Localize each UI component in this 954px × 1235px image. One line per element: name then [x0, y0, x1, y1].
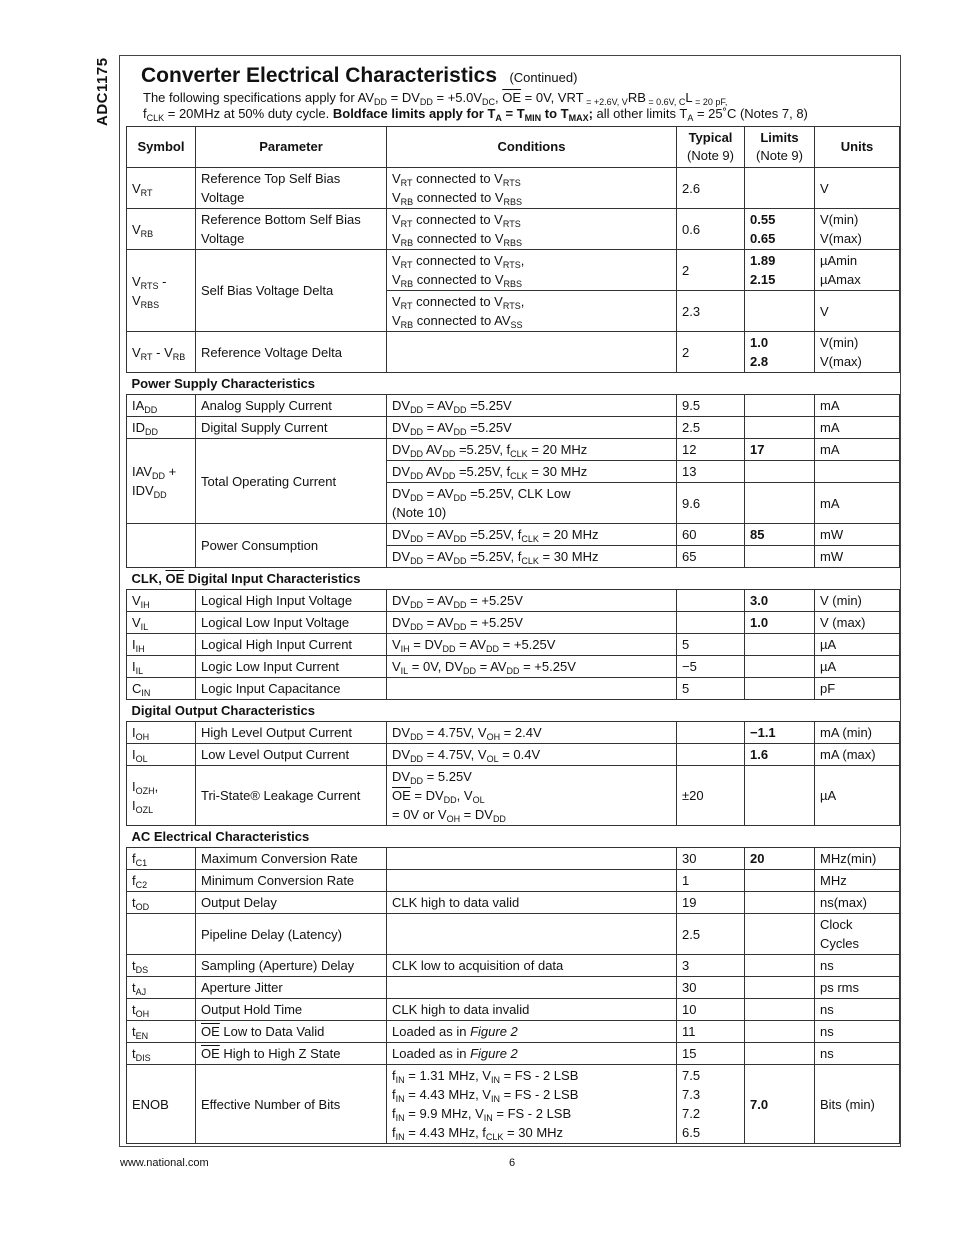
limits-cell [745, 766, 815, 826]
parameter-cell: Reference Voltage Delta [196, 332, 387, 373]
units-cell: mW [815, 524, 900, 546]
table-row [127, 766, 900, 826]
symbol-cell: $V_{RT}$ [127, 168, 196, 209]
typical-cell: 2 [677, 250, 745, 291]
units-cell: mA [815, 395, 900, 417]
typical-cell: 9.5 [677, 395, 745, 417]
typical-cell: 2.3 [677, 291, 745, 332]
typical-cell: 19 [677, 892, 745, 914]
units-cell: ns(max) [815, 892, 900, 914]
units-cell: mW [815, 546, 900, 568]
parameter-cell: Analog Supply Current [196, 395, 387, 417]
page-title: Converter Electrical Characteristics [141, 64, 498, 87]
limits-cell [745, 977, 815, 999]
symbol-cell: $I_{OZH}$, $I_{OZL}$ [127, 766, 196, 826]
part-number-side-label: ADC1175 [94, 57, 111, 126]
units-cell [815, 461, 900, 483]
typical-cell [677, 612, 745, 634]
limits-cell [745, 483, 815, 524]
title-note: (Continued) [509, 70, 578, 85]
table-row [127, 722, 900, 744]
typical-cell: 1 [677, 870, 745, 892]
typical-cell: 15 [677, 1043, 745, 1065]
units-cell: µA [815, 634, 900, 656]
units-cell: mA [815, 439, 900, 461]
limits-cell [745, 1021, 815, 1043]
symbol-cell: $f_{C2}$ [127, 870, 196, 892]
symbol-cell: $t_{EN}$ [127, 1021, 196, 1043]
units-cell: ns [815, 999, 900, 1021]
typical-cell: 2.5 [677, 914, 745, 955]
units-cell: µAmin µAmax [815, 250, 900, 291]
limits-cell: 1.0 [745, 612, 815, 634]
parameter-cell: High Level Output Current [196, 722, 387, 744]
parameter-cell: Logical Low Input Voltage [196, 612, 387, 634]
header-symbol: Symbol [127, 127, 196, 168]
table-header-row [127, 127, 900, 168]
table-row [127, 1021, 900, 1043]
symbol-cell: $I_{IL}$ [127, 656, 196, 678]
symbol-cell: $t_{DIS}$ [127, 1043, 196, 1065]
typical-cell: 2.5 [677, 417, 745, 439]
typical-cell: 7.5 7.3 7.2 6.5 [677, 1065, 745, 1144]
footer-website: www.national.com [120, 1157, 209, 1169]
table-row [127, 999, 900, 1021]
conditions-cell [387, 332, 677, 373]
conditions-cell [387, 678, 677, 700]
symbol-cell: $ID_{DD}$ [127, 417, 196, 439]
parameter-cell: Low Level Output Current [196, 744, 387, 766]
parameter-cell: Reference Top Self Bias Voltage [196, 168, 387, 209]
symbol-cell: $t_{OH}$ [127, 999, 196, 1021]
table-row [127, 1065, 900, 1144]
typical-cell: 5 [677, 678, 745, 700]
parameter-cell: $\overline{OE}$ Low to Data Valid [196, 1021, 387, 1043]
typical-cell: 30 [677, 977, 745, 999]
conditions-cell: CLK low to acquisition of data [387, 955, 677, 977]
header-limits: Limits (Note 9) [745, 127, 815, 168]
conditions-cell [387, 977, 677, 999]
units-cell: ns [815, 955, 900, 977]
conditions-cell: $V_{RT}$ connected to $V_{RTS}$ $V_{RB}$ connected to $V_{RBS}$ [387, 209, 677, 250]
conditions-cell: $DV_{DD} = 4.75V$, $V_{OH} = 2.4V$ [387, 722, 677, 744]
limits-cell: 1.89 2.15 [745, 250, 815, 291]
symbol-cell: $IA_{DD}$ [127, 395, 196, 417]
symbol-cell: $C_{IN}$ [127, 678, 196, 700]
symbol-cell: $V_{RTS}$ - $V_{RBS}$ [127, 250, 196, 332]
limits-cell [745, 291, 815, 332]
limits-cell: 0.55 0.65 [745, 209, 815, 250]
units-cell: mA [815, 483, 900, 524]
conditions-cell: CLK high to data valid [387, 892, 677, 914]
parameter-cell: Output Delay [196, 892, 387, 914]
limits-cell [745, 955, 815, 977]
table-row [127, 848, 900, 870]
typical-cell [677, 744, 745, 766]
symbol-cell [127, 524, 196, 568]
spec-conditions-intro [143, 90, 883, 122]
typical-cell: 2 [677, 332, 745, 373]
typical-cell: 13 [677, 461, 745, 483]
parameter-cell: Pipeline Delay (Latency) [196, 914, 387, 955]
limits-cell: 17 [745, 439, 815, 461]
symbol-cell [127, 914, 196, 955]
limits-cell [745, 999, 815, 1021]
table-row [127, 656, 900, 678]
symbol-cell: $V_{RB}$ [127, 209, 196, 250]
units-cell: Bits (min) [815, 1065, 900, 1144]
conditions-cell: $f_{IN} = 1.31$ MHz, $V_{IN}$ = FS - 2 LSB $f_{IN} = 4.43$ MHz, $V_{IN}$ = FS - 2 LSB $f_{IN} = 9.9$ MHz, $V_{IN}$ = FS - 2 LSB $f_{IN} = 4.43$ MHz, $f_{CLK} = 30$ MHz [387, 1065, 677, 1144]
conditions-cell [387, 914, 677, 955]
conditions-cell: $V_{IL} = 0V$, $DV_{DD} = AV_{DD} = +5.25V$ [387, 656, 677, 678]
typical-cell: −5 [677, 656, 745, 678]
table-row [127, 209, 900, 250]
limits-cell [745, 870, 815, 892]
conditions-cell: CLK high to data invalid [387, 999, 677, 1021]
units-cell: µA [815, 766, 900, 826]
title-row [141, 64, 577, 88]
conditions-cell: $V_{RT}$ connected to $V_{RTS}$, $V_{RB}$ connected to $AV_{SS}$ [387, 291, 677, 332]
section-heading-ac: AC Electrical Characteristics [127, 826, 900, 848]
symbol-cell: $V_{IH}$ [127, 590, 196, 612]
typical-cell: ±20 [677, 766, 745, 826]
intro-line-1: The following specifications apply for $AV_{DD} = DV_{DD} = +5.0V_{DC}$, $\overline{OE} = 0V$, VRT $_{= +2.6V, V}$RB $_{= 0.6V, C}$L $_{= 20 pF,}$ [143, 90, 728, 107]
parameter-cell: Total Operating Current [196, 439, 387, 524]
symbol-cell: $I_{IH}$ [127, 634, 196, 656]
conditions-cell: $V_{RT}$ connected to $V_{RTS}$ $V_{RB}$ connected to $V_{RBS}$ [387, 168, 677, 209]
typical-cell [677, 722, 745, 744]
units-cell: MHz [815, 870, 900, 892]
units-cell: Clock Cycles [815, 914, 900, 955]
parameter-cell: Maximum Conversion Rate [196, 848, 387, 870]
limits-cell: −1.1 [745, 722, 815, 744]
limits-cell [745, 461, 815, 483]
typical-cell: 10 [677, 999, 745, 1021]
units-cell: mA [815, 417, 900, 439]
table-row [127, 1043, 900, 1065]
parameter-cell: Effective Number of Bits [196, 1065, 387, 1144]
symbol-cell: $t_{OD}$ [127, 892, 196, 914]
limits-cell [745, 914, 815, 955]
typical-cell: 2.6 [677, 168, 745, 209]
table-row [127, 892, 900, 914]
footer-page-number: 6 [509, 1157, 516, 1169]
conditions-cell: $DV_{DD} = AV_{DD} = +5.25V$ [387, 612, 677, 634]
typical-cell [677, 590, 745, 612]
parameter-cell: Logic Input Capacitance [196, 678, 387, 700]
parameter-cell: Reference Bottom Self Bias Voltage [196, 209, 387, 250]
typical-cell: 11 [677, 1021, 745, 1043]
parameter-cell: Logic Low Input Current [196, 656, 387, 678]
header-parameter: Parameter [196, 127, 387, 168]
table-row [127, 395, 900, 417]
table-row [127, 332, 900, 373]
conditions-cell: $DV_{DD} = AV_{DD} = +5.25V$ [387, 590, 677, 612]
conditions-cell [387, 870, 677, 892]
conditions-cell: $DV_{DD} = 5.25V$ $\overline{OE} = DV_{DD}$, $V_{OL}$ = 0V or $V_{OH} = DV_{DD}$ [387, 766, 677, 826]
limits-cell [745, 395, 815, 417]
conditions-cell: Loaded as in Figure 2 [387, 1043, 677, 1065]
conditions-cell: $DV_{DD}$ $AV_{DD} =5.25V$, $f_{CLK} = 20$ MHz [387, 439, 677, 461]
typical-cell: 9.6 [677, 483, 745, 524]
units-cell: V(min) V(max) [815, 209, 900, 250]
limits-cell [745, 634, 815, 656]
limits-cell [745, 1043, 815, 1065]
typical-cell: 3 [677, 955, 745, 977]
limits-cell: 1.0 2.8 [745, 332, 815, 373]
limits-cell [745, 656, 815, 678]
limits-cell: 20 [745, 848, 815, 870]
typical-cell: 5 [677, 634, 745, 656]
parameter-cell: Logical High Input Voltage [196, 590, 387, 612]
table-row [127, 955, 900, 977]
typical-cell: 12 [677, 439, 745, 461]
table-row [127, 870, 900, 892]
parameter-cell: Digital Supply Current [196, 417, 387, 439]
conditions-cell: $DV_{DD} = AV_{DD} =5.25V$ [387, 417, 677, 439]
parameter-cell: Power Consumption [196, 524, 387, 568]
parameter-cell: Output Hold Time [196, 999, 387, 1021]
intro-line-2: $f_{CLK} = 20MHz$ at 50% duty cycle. Boldface limits apply for $T_A = T_{MIN}$ to $T_{MAX}$; all other limits $T_A$ = 25˚C (Notes 7, 8) [143, 106, 808, 123]
header-conditions: Conditions [387, 127, 677, 168]
header-typical: Typical (Note 9) [677, 127, 745, 168]
table-row [127, 977, 900, 999]
parameter-cell: Self Bias Voltage Delta [196, 250, 387, 332]
section-heading-power: Power Supply Characteristics [127, 373, 900, 395]
units-cell: mA (max) [815, 744, 900, 766]
typical-cell: 30 [677, 848, 745, 870]
parameter-cell: $\overline{OE}$ High to High Z State [196, 1043, 387, 1065]
header-units: Units [815, 127, 900, 168]
units-cell: ns [815, 1043, 900, 1065]
parameter-cell: Sampling (Aperture) Delay [196, 955, 387, 977]
symbol-cell: $f_{C1}$ [127, 848, 196, 870]
table-row [127, 524, 900, 546]
conditions-cell: $DV_{DD} = AV_{DD} =5.25V$, $f_{CLK} = 20$ MHz [387, 524, 677, 546]
symbol-cell: $V_{RT} - V_{RB}$ [127, 332, 196, 373]
section-heading-clk: CLK, $\overline{OE}$ Digital Input Characteristics [127, 568, 900, 590]
units-cell: ns [815, 1021, 900, 1043]
table-row [127, 634, 900, 656]
units-cell: V [815, 291, 900, 332]
limits-cell [745, 892, 815, 914]
units-cell: mA (min) [815, 722, 900, 744]
symbol-cell: ENOB [127, 1065, 196, 1144]
table-row [127, 744, 900, 766]
conditions-cell: $V_{IH} = DV_{DD} = AV_{DD} = +5.25V$ [387, 634, 677, 656]
units-cell: V (min) [815, 590, 900, 612]
parameter-cell: Aperture Jitter [196, 977, 387, 999]
limits-cell: 85 [745, 524, 815, 546]
table-row [127, 590, 900, 612]
units-cell: MHz(min) [815, 848, 900, 870]
table-row [127, 678, 900, 700]
limits-cell [745, 546, 815, 568]
conditions-cell: $DV_{DD}$ $AV_{DD} =5.25V$, $f_{CLK} = 30$ MHz [387, 461, 677, 483]
conditions-cell: $DV_{DD} = 4.75V$, $V_{OL} = 0.4V$ [387, 744, 677, 766]
conditions-cell: $DV_{DD} = AV_{DD} =5.25V$, $f_{CLK} = 30$ MHz [387, 546, 677, 568]
table-row [127, 417, 900, 439]
section-heading-digital-output: Digital Output Characteristics [127, 700, 900, 722]
limits-cell: 7.0 [745, 1065, 815, 1144]
table-row [127, 612, 900, 634]
conditions-cell: $DV_{DD} = AV_{DD} =5.25V$ [387, 395, 677, 417]
conditions-cell: $V_{RT}$ connected to $V_{RTS}$, $V_{RB}$ connected to $V_{RBS}$ [387, 250, 677, 291]
symbol-cell: $I_{OH}$ [127, 722, 196, 744]
table-row [127, 439, 900, 461]
limits-cell [745, 168, 815, 209]
table-row [127, 250, 900, 291]
characteristics-table [126, 126, 900, 1144]
limits-cell [745, 678, 815, 700]
table-row [127, 914, 900, 955]
conditions-cell [387, 848, 677, 870]
conditions-cell: Loaded as in Figure 2 [387, 1021, 677, 1043]
symbol-cell: $t_{DS}$ [127, 955, 196, 977]
units-cell: V (max) [815, 612, 900, 634]
units-cell: V [815, 168, 900, 209]
symbol-cell: $IAV_{DD}$ + $IDV_{DD}$ [127, 439, 196, 524]
units-cell: V(min) V(max) [815, 332, 900, 373]
limits-cell [745, 417, 815, 439]
units-cell: µA [815, 656, 900, 678]
symbol-cell: $t_{AJ}$ [127, 977, 196, 999]
symbol-cell: $V_{IL}$ [127, 612, 196, 634]
parameter-cell: Logical High Input Current [196, 634, 387, 656]
parameter-cell: Tri-State® Leakage Current [196, 766, 387, 826]
typical-cell: 65 [677, 546, 745, 568]
typical-cell: 0.6 [677, 209, 745, 250]
conditions-cell: $DV_{DD} = AV_{DD} =5.25V$, CLK Low (Note 10) [387, 483, 677, 524]
table-row [127, 168, 900, 209]
parameter-cell: Minimum Conversion Rate [196, 870, 387, 892]
limits-cell: 1.6 [745, 744, 815, 766]
limits-cell: 3.0 [745, 590, 815, 612]
units-cell: pF [815, 678, 900, 700]
symbol-cell: $I_{OL}$ [127, 744, 196, 766]
units-cell: ps rms [815, 977, 900, 999]
typical-cell: 60 [677, 524, 745, 546]
